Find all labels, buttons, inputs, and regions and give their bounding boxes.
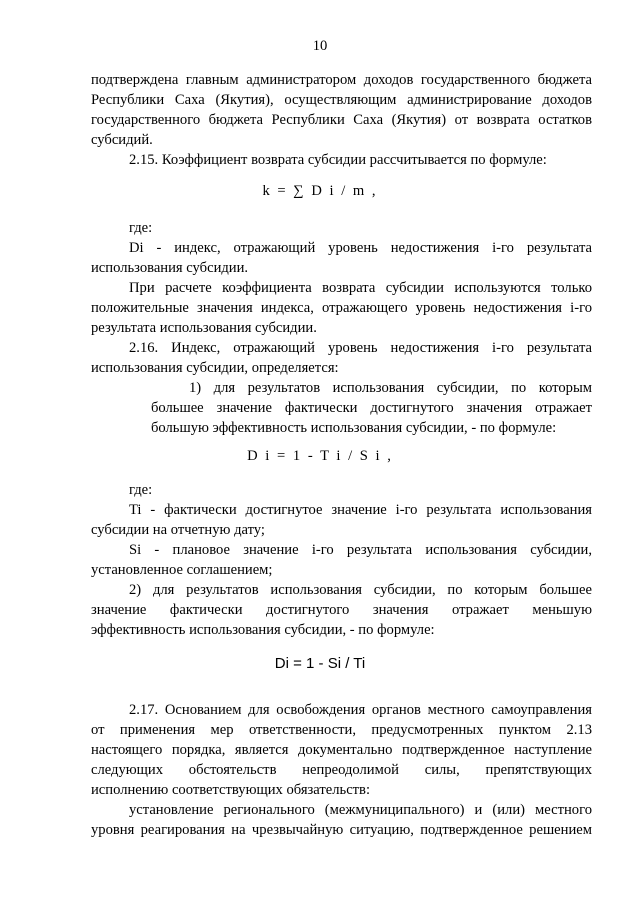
- paragraph-line: исполнению соответствующих обязательств:: [91, 782, 371, 798]
- paragraph-line: где:: [129, 482, 153, 498]
- paragraph-line: использования субсидии.: [91, 260, 249, 276]
- paragraph-line: уровня реагирования на чрезвычайную ситуацию, подтвержденное решением: [91, 822, 592, 838]
- formula-di-2: Di = 1 - Si / Ti: [274, 655, 366, 672]
- list-item-line: большую эффективность использования субсидии, - по формуле:: [151, 420, 557, 436]
- formula-di-1: D i = 1 - T i / S i ,: [247, 448, 393, 464]
- paragraph-line: Республики Саха (Якутия), осуществляющим администрирование доходов: [91, 92, 592, 108]
- formula-k: k = ∑ D i / m ,: [262, 183, 378, 199]
- paragraph-line: настоящего порядка, является документально подтвержденное наступление: [91, 742, 592, 758]
- paragraph-line: государственного бюджета Республики Саха (Якутия) от возврата остатков: [91, 112, 592, 128]
- paragraph-line: от применения мер ответственности, предусмотренных пунктом 2.13: [91, 722, 592, 738]
- paragraph-line: результата использования субсидии.: [91, 320, 317, 336]
- paragraph-line: использования субсидии, определяется:: [91, 360, 339, 376]
- paragraph-line: положительные значения индекса, отражающего уровень недостижения i-го: [91, 300, 592, 316]
- section-2-17-heading: 2.17. Основанием для освобождения органов местного самоуправления: [129, 702, 592, 718]
- section-2-16-heading: 2.16. Индекс, отражающий уровень недостижения i-го результата: [129, 340, 592, 356]
- list-item-line: 2) для результатов использования субсидии, по которым большее: [129, 582, 592, 598]
- paragraph-line: установление регионального (межмуниципального) и (или) местного: [129, 802, 592, 818]
- list-item-line: большее значение фактически достигнутого значения отражает: [151, 400, 592, 416]
- paragraph-line: При расчете коэффициента возврата субсидии используются только: [129, 280, 592, 296]
- paragraph-line: Ti - фактически достигнутое значение i-го результата использования: [129, 502, 592, 518]
- paragraph-line: Si - плановое значение i-го результата использования субсидии,: [129, 542, 592, 558]
- paragraph-line: субсидии на отчетную дату;: [91, 522, 265, 538]
- list-item-line: 1) для результатов использования субсидии, по которым: [189, 380, 592, 396]
- list-item-line: значение фактически достигнутого значения отражает меньшую: [91, 602, 592, 618]
- section-2-15-heading: 2.15. Коэффициент возврата субсидии рассчитывается по формуле:: [129, 152, 547, 168]
- paragraph-line: подтверждена главным администратором доходов государственного бюджета: [91, 72, 592, 88]
- paragraph-line: Di - индекс, отражающий уровень недостижения i-го результата: [129, 240, 592, 256]
- list-item-line: эффективность использования субсидии, - по формуле:: [91, 622, 435, 638]
- page-number: 10: [312, 38, 328, 54]
- paragraph-line: следующих обстоятельств непреодолимой силы, препятствующих: [91, 762, 592, 778]
- paragraph-line: установленное соглашением;: [91, 562, 273, 578]
- paragraph-line: где:: [129, 220, 153, 236]
- paragraph-line: субсидий.: [91, 132, 153, 148]
